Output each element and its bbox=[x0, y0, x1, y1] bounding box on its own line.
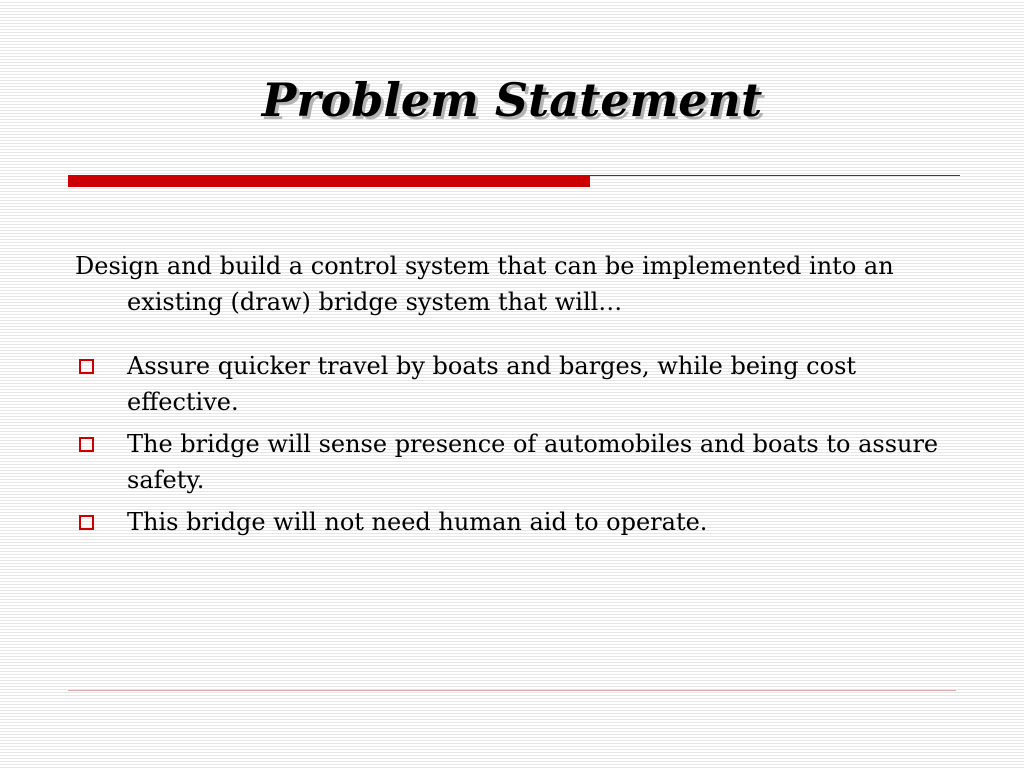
title-underline-thick bbox=[68, 175, 590, 187]
slide-title: Problem Statement bbox=[261, 73, 763, 127]
hollow-square-bullet-icon bbox=[79, 515, 94, 530]
footer-divider bbox=[68, 690, 956, 691]
bullet-text: Assure quicker travel by boats and barges, while being cost effective. bbox=[127, 352, 857, 416]
bullet-item bbox=[75, 426, 965, 498]
bullet-text: This bridge will not need human aid to operate. bbox=[127, 508, 708, 536]
title-underline-thin bbox=[590, 175, 960, 176]
bullet-text: The bridge will sense presence of automobiles and boats to assure safety. bbox=[127, 430, 939, 494]
bullet-list bbox=[75, 348, 965, 540]
intro-paragraph: Design and build a control system that can be implemented into an existing (draw) bridge system that will… bbox=[75, 252, 894, 316]
bullet-item bbox=[75, 504, 965, 540]
slide-body bbox=[75, 248, 965, 546]
bullet-item bbox=[75, 348, 965, 420]
hollow-square-bullet-icon bbox=[79, 359, 94, 374]
hollow-square-bullet-icon bbox=[79, 437, 94, 452]
